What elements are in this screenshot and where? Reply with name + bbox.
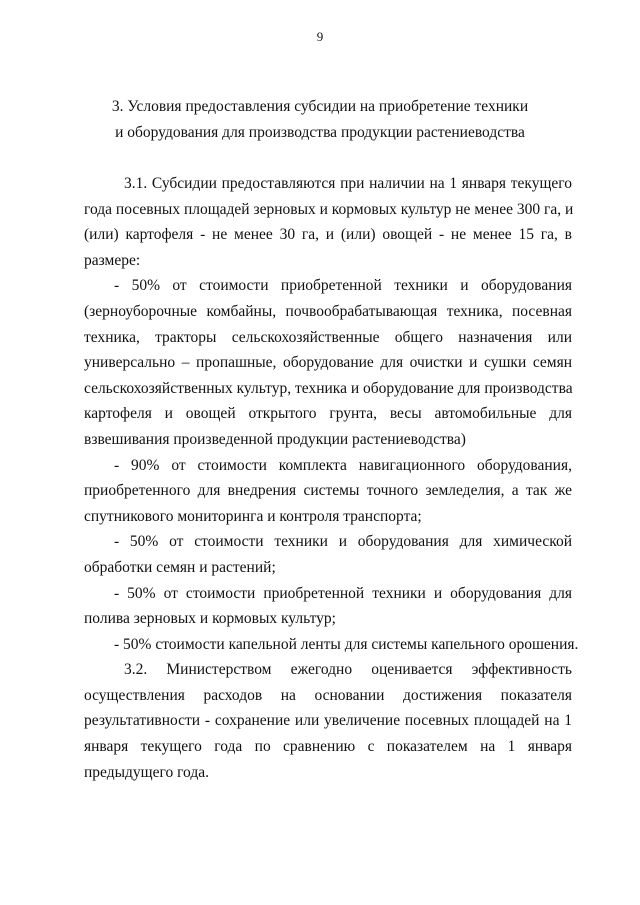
- section-heading: [70, 94, 570, 146]
- body-text-line: января текущего года по сравнению с показателем на 1 января: [84, 738, 572, 756]
- section-heading-line-2: и оборудования для производства продукции растениеводства: [115, 124, 525, 141]
- body-text-line: - 50% от стоимости приобретенной техники и оборудования: [114, 277, 572, 295]
- body-text-line: - 50% стоимости капельной ленты для системы капельного орошения.: [114, 635, 579, 653]
- body-text-line: - 50% от стоимости техники и оборудования для химической: [114, 533, 572, 551]
- body-text-line: 3.2. Министерством ежегодно оценивается эффективность: [124, 661, 572, 679]
- body-text-line: универсально – пропашные, оборудование для очистки и сушки семян: [84, 354, 572, 372]
- body-text: [84, 171, 579, 785]
- page-number: 9: [316, 29, 324, 44]
- body-text-line: - 50% от стоимости приобретенной техники и оборудования для: [114, 584, 572, 602]
- body-text-line: (или) картофеля - не менее 30 га, и (или) овощей - не менее 15 га, в: [84, 226, 572, 244]
- body-text-line: спутникового мониторинга и контроля транспорта;: [84, 507, 422, 525]
- body-text-line: полива зерновых и кормовых культур;: [84, 610, 336, 628]
- body-text-line: взвешивания произведенной продукции растениеводства): [84, 430, 466, 448]
- body-text-line: 3.1. Субсидии предоставляются при наличии на 1 января текущего: [124, 175, 572, 192]
- body-text-line: - 90% от стоимости комплекта навигационного оборудования,: [114, 456, 572, 474]
- body-text-line: приобретенного для внедрения системы точного земледелия, а так же: [84, 482, 572, 500]
- body-text-line: обработки семян и растений;: [84, 558, 276, 576]
- body-text-line: (зерноуборочные комбайны, почвообрабатывающая техника, посевная: [84, 302, 572, 320]
- body-text-line: сельскохозяйственных культур, техника и оборудование для производства: [84, 379, 573, 397]
- body-text-line: года посевных площадей зерновых и кормовых культур не менее 300 га, и: [84, 200, 574, 218]
- body-text-line: осуществления расходов на основании достижения показателя: [84, 686, 572, 704]
- body-text-line: результативности - сохранение или увеличение посевных площадей на 1: [84, 712, 572, 730]
- body-text-line: техника, тракторы сельскохозяйственные общего назначения или: [84, 328, 572, 346]
- section-heading-line-1: 3. Условия предоставления субсидии на приобретение техники: [111, 98, 529, 115]
- body-text-line: картофеля и овощей открытого грунта, весы автомобильные для: [84, 405, 572, 423]
- body-text-line: предыдущего года.: [84, 763, 209, 781]
- body-text-line: размере:: [84, 251, 141, 269]
